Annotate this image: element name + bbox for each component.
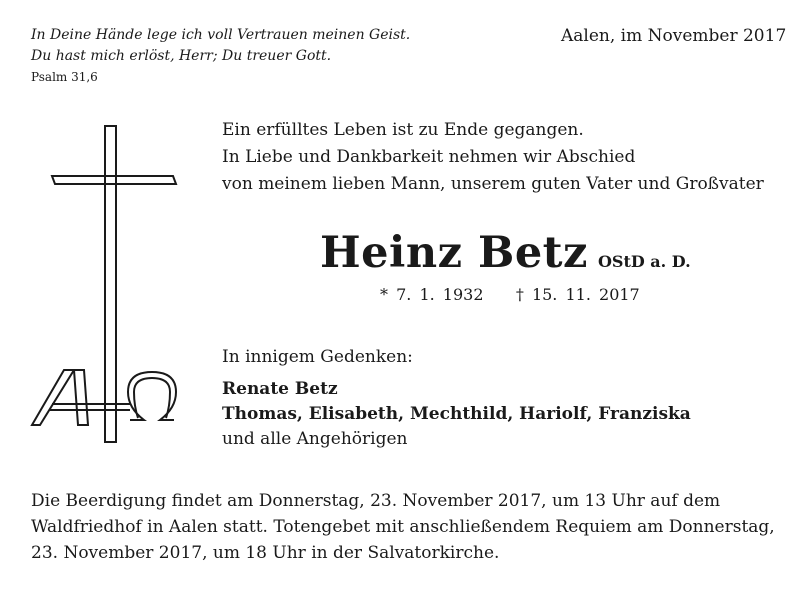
intro-line-3: von meinem lieben Mann, unserem guten Vater und Großvater bbox=[222, 174, 764, 194]
mourners-list bbox=[222, 377, 691, 452]
quote-source: Psalm 31,6 bbox=[31, 70, 98, 84]
deceased-title: OStD a. D. bbox=[597, 252, 691, 271]
mourner-line-1: Renate Betz bbox=[222, 379, 338, 399]
death-date: † 15. 11. 2017 bbox=[515, 285, 640, 304]
quote-line-2: Du hast mich erlöst, Herr; Du treuer Gott. bbox=[31, 48, 332, 64]
intro-text bbox=[222, 117, 764, 198]
intro-line-2: In Liebe und Dankbarkeit nehmen wir Abschied bbox=[222, 147, 636, 167]
mourners-heading: In innigem Gedenken: bbox=[222, 347, 413, 367]
mourner-line-2: Thomas, Elisabeth, Mechthild, Hariolf, Franziska bbox=[222, 404, 691, 424]
cross-horizontal-beam bbox=[52, 176, 176, 184]
funeral-line-3: 23. November 2017, um 18 Uhr in der Salvatorkirche. bbox=[31, 543, 500, 563]
funeral-info bbox=[31, 488, 791, 566]
deceased-heading bbox=[320, 228, 691, 278]
birth-date: * 7. 1. 1932 bbox=[380, 285, 484, 304]
cross-alpha-omega-icon bbox=[30, 120, 180, 450]
bible-quote bbox=[31, 25, 410, 67]
funeral-line-2: Waldfriedhof in Aalen statt. Totengebet mit anschließendem Requiem am Donnerstag, bbox=[31, 517, 775, 537]
quote-line-1: In Deine Hände lege ich voll Vertrauen meinen Geist. bbox=[31, 27, 411, 43]
place-and-date: Aalen, im November 2017 bbox=[561, 26, 787, 46]
intro-line-1: Ein erfülltes Leben ist zu Ende gegangen. bbox=[222, 120, 584, 140]
funeral-line-1: Die Beerdigung findet am Donnerstag, 23. November 2017, um 13 Uhr auf dem bbox=[31, 491, 721, 511]
life-dates bbox=[380, 285, 640, 304]
deceased-name: Heinz Betz bbox=[320, 228, 588, 278]
mourner-line-3: und alle Angehörigen bbox=[222, 429, 408, 449]
omega-letter bbox=[128, 372, 176, 420]
cross-vertical-beam bbox=[105, 126, 116, 442]
